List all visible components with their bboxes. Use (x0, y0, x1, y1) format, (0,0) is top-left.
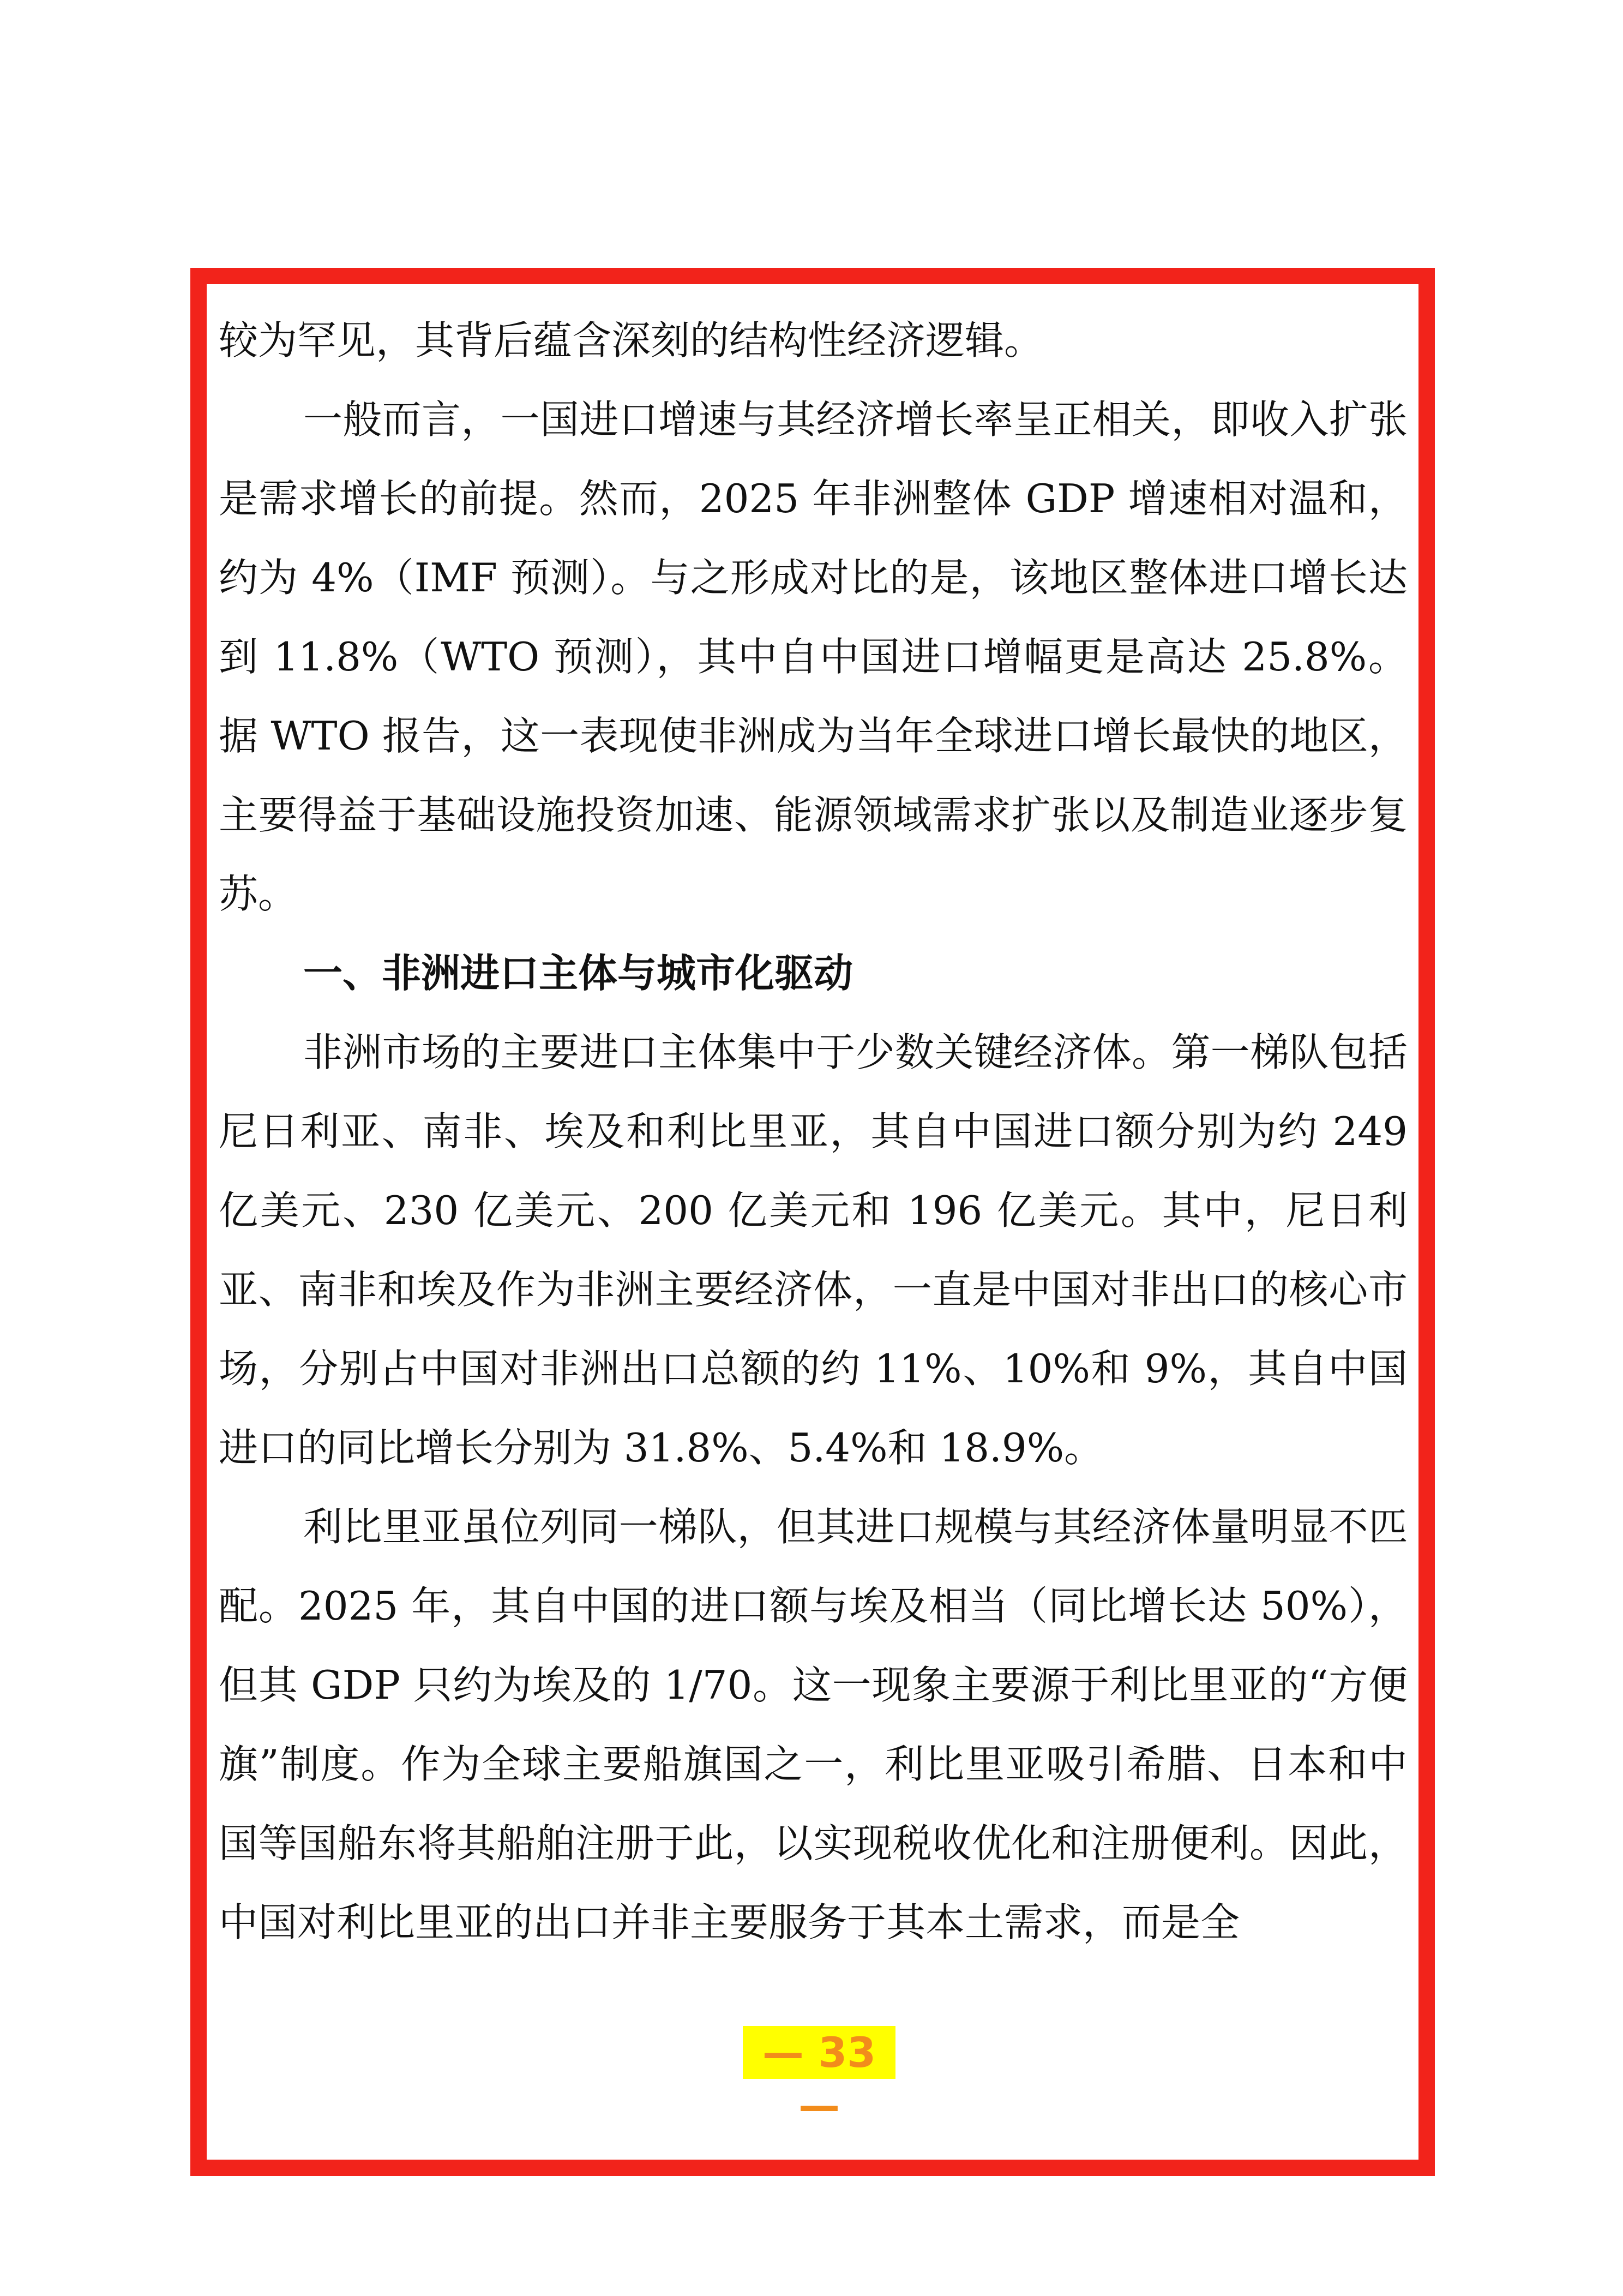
page-number: — 33 — (743, 2026, 895, 2079)
paragraph-continuation: 较为罕见，其背后蕴含深刻的结构性经济逻辑。 (219, 317, 1044, 363)
document-body (219, 301, 1408, 1962)
paragraph-growth: 一般而言，一国进口增速与其经济增长率呈正相关，即收入扩张是需求增长的前提。然而，2025 年非洲整体 GDP 增速相对温和，约为 4%（IMF 预测）。与之形成对比的是，该地区整体进口增长达到 11.8%（WTO 预测），其中自中国进口增幅更是高达 25.8%。据 WTO 报告，这一表现使非洲成为当年全球进口增长最快的地区，主要得益于基础设施投资加速、能源领域需求扩张以及制造业逐步复苏。 (219, 397, 1408, 917)
paragraph-liberia: 利比里亚虽位列同一梯队，但其进口规模与其经济体量明显不匹配。2025 年，其自中国的进口额与埃及相当（同比增长达 50%），但其 GDP 只约为埃及的 1/70。这一现象主要源于利比里亚的“方便旗”制度。作为全球主要船旗国之一，利比里亚吸引希腊、日本和中国等国船东将其船舶注册于此，以实现税收优化和注册便利。因此，中国对利比里亚的出口并非主要服务于其本土需求，而是全 (219, 1504, 1408, 1945)
paragraph-importers: 非洲市场的主要进口主体集中于少数关键经济体。第一梯队包括尼日利亚、南非、埃及和利比里亚，其自中国进口额分别为约 249 亿美元、230 亿美元、200 亿美元和 196 亿美元。其中，尼日利亚、南非和埃及作为非洲主要经济体，一直是中国对非出口的核心市场，分别占中国对非洲出口总额的约 11%、10%和 9%，其自中国进口的同比增长分别为 31.8%、5.4%和 18.9%。 (219, 1029, 1408, 1471)
section-heading: 一、非洲进口主体与城市化驱动 (303, 950, 853, 996)
